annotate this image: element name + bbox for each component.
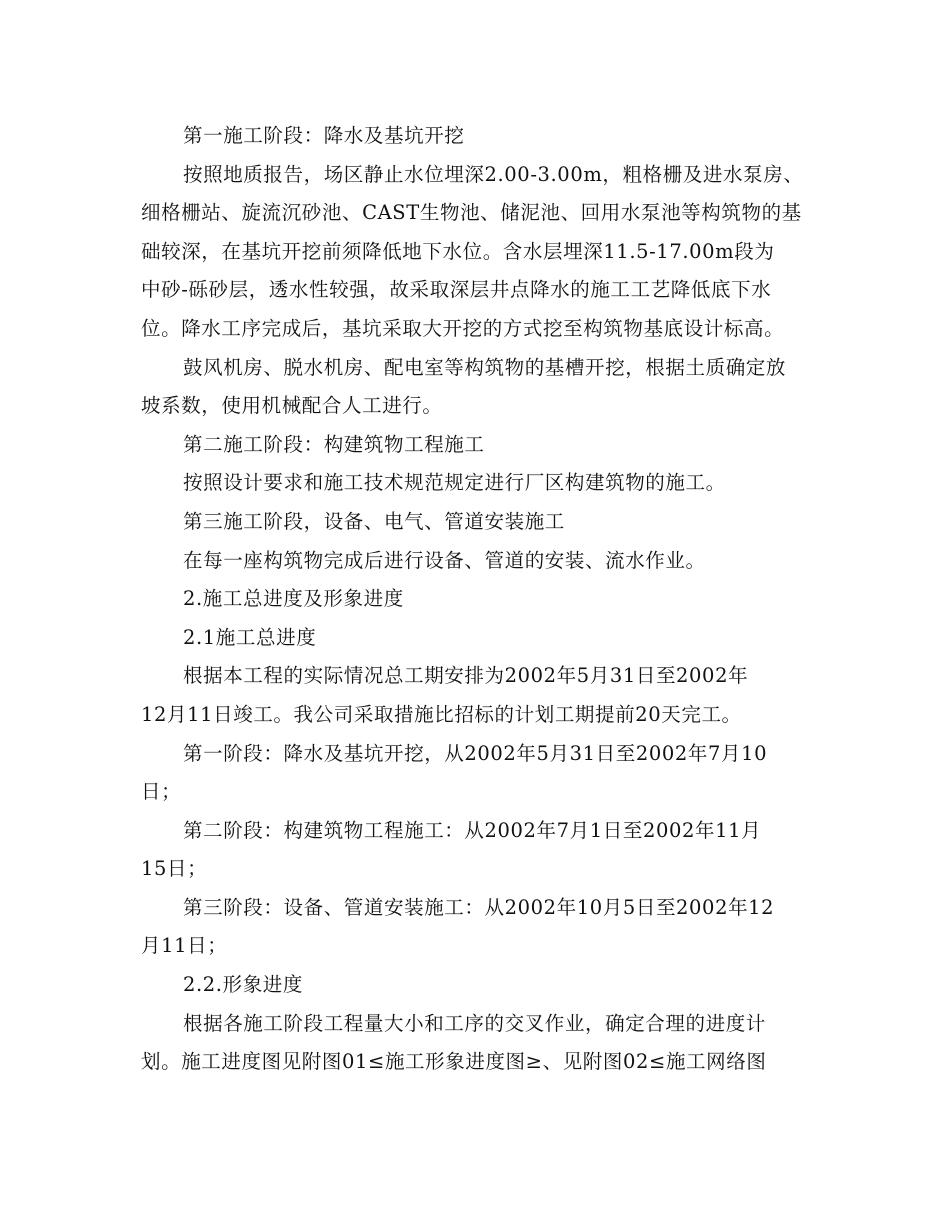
paragraph-line: 按照地质报告，场区静止水位埋深2.00-3.00m，粗格栅及进水泵房、 bbox=[183, 162, 804, 186]
paragraph-line: 位。降水工序完成后，基坑采取大开挖的方式挖至构筑物基底设计标高。 bbox=[141, 316, 785, 340]
paragraph-line: 12月11日竣工。我公司采取措施比招标的计划工期提前20天完工。 bbox=[141, 702, 742, 726]
schedule-line-phase-3: 第三阶段：设备、管道安装施工：从2002年10月5日至2002年12 bbox=[183, 895, 775, 919]
schedule-line-phase-2: 第二阶段：构建筑物工程施工：从2002年7月1日至2002年11月 bbox=[183, 818, 762, 842]
section-heading-phase-3: 第三施工阶段，设备、电气、管道安装施工 bbox=[183, 509, 565, 533]
paragraph-line: 月11日； bbox=[141, 934, 228, 958]
section-heading-phase-2: 第二施工阶段：构建筑物工程施工 bbox=[183, 432, 485, 456]
paragraph-line: 在每一座构筑物完成后进行设备、管道的安装、流水作业。 bbox=[183, 548, 706, 572]
paragraph-line: 根据各施工阶段工程量大小和工序的交叉作业，确定合理的进度计 bbox=[183, 1011, 766, 1035]
paragraph-line: 坡系数，使用机械配合人工进行。 bbox=[141, 394, 443, 418]
paragraph-line: 15日； bbox=[141, 857, 208, 881]
schedule-line-phase-1: 第一阶段：降水及基坑开挖，从2002年5月31日至2002年7月10 bbox=[183, 741, 768, 765]
section-heading-2-1: 2.1施工总进度 bbox=[183, 625, 317, 649]
paragraph-line: 鼓风机房、脱水机房、配电室等构筑物的基槽开挖，根据土质确定放 bbox=[183, 355, 787, 379]
section-heading-phase-1: 第一施工阶段：降水及基坑开挖 bbox=[183, 124, 465, 147]
section-heading-2-2: 2.2.形象进度 bbox=[183, 973, 304, 997]
paragraph-line: 按照设计要求和施工技术规范规定进行厂区构建筑物的施工。 bbox=[183, 471, 726, 495]
paragraph-line: 划。施工进度图见附图01≤施工形象进度图≥、见附图02≤施工网络图 bbox=[141, 1050, 767, 1074]
paragraph-line: 根据本工程的实际情况总工期安排为2002年5月31日至2002年 bbox=[183, 664, 749, 688]
document-body bbox=[141, 117, 821, 1082]
paragraph-line: 细格栅站、旋流沉砂池、CAST生物池、储泥池、回用水泵池等构筑物的基 bbox=[141, 201, 802, 225]
paragraph-line: 中砂-砾砂层，透水性较强，故采取深层井点降水的施工工艺降低底下水 bbox=[141, 278, 772, 302]
paragraph-line: 础较深，在基坑开挖前须降低地下水位。含水层埋深11.5-17.00m段为 bbox=[141, 239, 775, 263]
paragraph-line: 日； bbox=[141, 780, 182, 804]
section-heading-2: 2.施工总进度及形象进度 bbox=[183, 587, 404, 611]
